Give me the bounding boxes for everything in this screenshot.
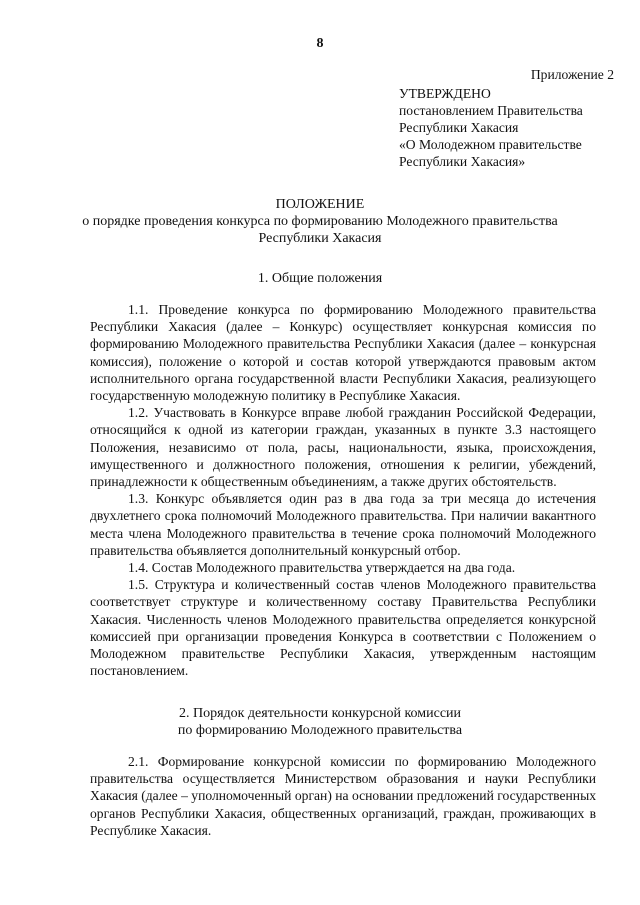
section-1-heading: 1. Общие положения <box>257 271 383 286</box>
page-number: 8 <box>316 36 324 51</box>
appendix-label: Приложение 2 <box>530 67 614 82</box>
approval-line: Республики Хакасия <box>399 120 519 135</box>
title-heading: ПОЛОЖЕНИЕ <box>275 197 365 212</box>
approval-line: постановлением Правительства <box>399 103 583 118</box>
approval-block <box>399 66 614 170</box>
paragraph: 1.3. Конкурс объявляется один раз в два года за три месяца до истечения двухлетнего срока полномочий Молодежного правительства. При наличии вакантного места члена Молодежного правительства в течение срока полномочий Молодежного правительства объявляется дополнительный конкурсный отбор. <box>90 491 596 558</box>
paragraph: 2.1. Формирование конкурсной комиссии по формированию Молодежного правительства осуществляется Министерством образования и науки Республики Хакасия (далее – уполномоченный орган) на основании предложений государственных органов Республики Хакасия, общественных организаций, граждан, проживающих в Республике Хакасия. <box>90 754 596 838</box>
paragraph: 1.5. Структура и количественный состав членов Молодежного правительства соответствует структуре и количественному составу Правительства Республики Хакасия. Численность членов Молодежного правительства определяется конкурсной комиссией при организации проведения Конкурса в соответствии с Положением о Молодежном правительстве Республики Хакасия, утвержденным настоящим постановлением. <box>90 577 596 679</box>
approval-line: Республики Хакасия» <box>399 154 526 169</box>
paragraph: 1.4. Состав Молодежного правительства утверждается на два года. <box>128 560 516 576</box>
section-2-heading <box>60 705 580 739</box>
approval-line: «О Молодежном правительстве <box>399 137 582 152</box>
document-title <box>60 196 580 247</box>
title-line: Республики Хакасия <box>258 231 382 246</box>
section-2-heading-line: по формированию Молодежного правительства <box>177 723 463 738</box>
section-2-heading-line: 2. Порядок деятельности конкурсной комиссии <box>178 706 462 721</box>
paragraph: 1.1. Проведение конкурса по формированию Молодежного правительства Республики Хакасия (далее – Конкурс) осуществляет конкурсная комиссия по формированию Молодежного правительства Республики Хакасия (далее – конкурсная комиссия), положение о которой и состав которой утверждаются правовым актом исполнительного органа государственной власти Республики Хакасия, реализующего государственную молодежную политику в Республике Хакасия. <box>90 302 596 404</box>
approved-stamp-text: УТВЕРЖДЕНО <box>399 86 491 101</box>
section-2-body <box>90 753 596 839</box>
title-line: о порядке проведения конкурса по формированию Молодежного правительства <box>82 214 558 229</box>
section-1-body <box>90 301 596 679</box>
paragraph: 1.2. Участвовать в Конкурсе вправе любой гражданин Российской Федерации, относящийся к одной из категории граждан, указанных в пункте 3.3 настоящего Положения, независимо от пола, расы, национальности, языка, происхождения, имущественного и должностного положения, отношения к религии, убеждений, принадлежности к общественным объединениям, а также других обстоятельств. <box>90 405 596 490</box>
